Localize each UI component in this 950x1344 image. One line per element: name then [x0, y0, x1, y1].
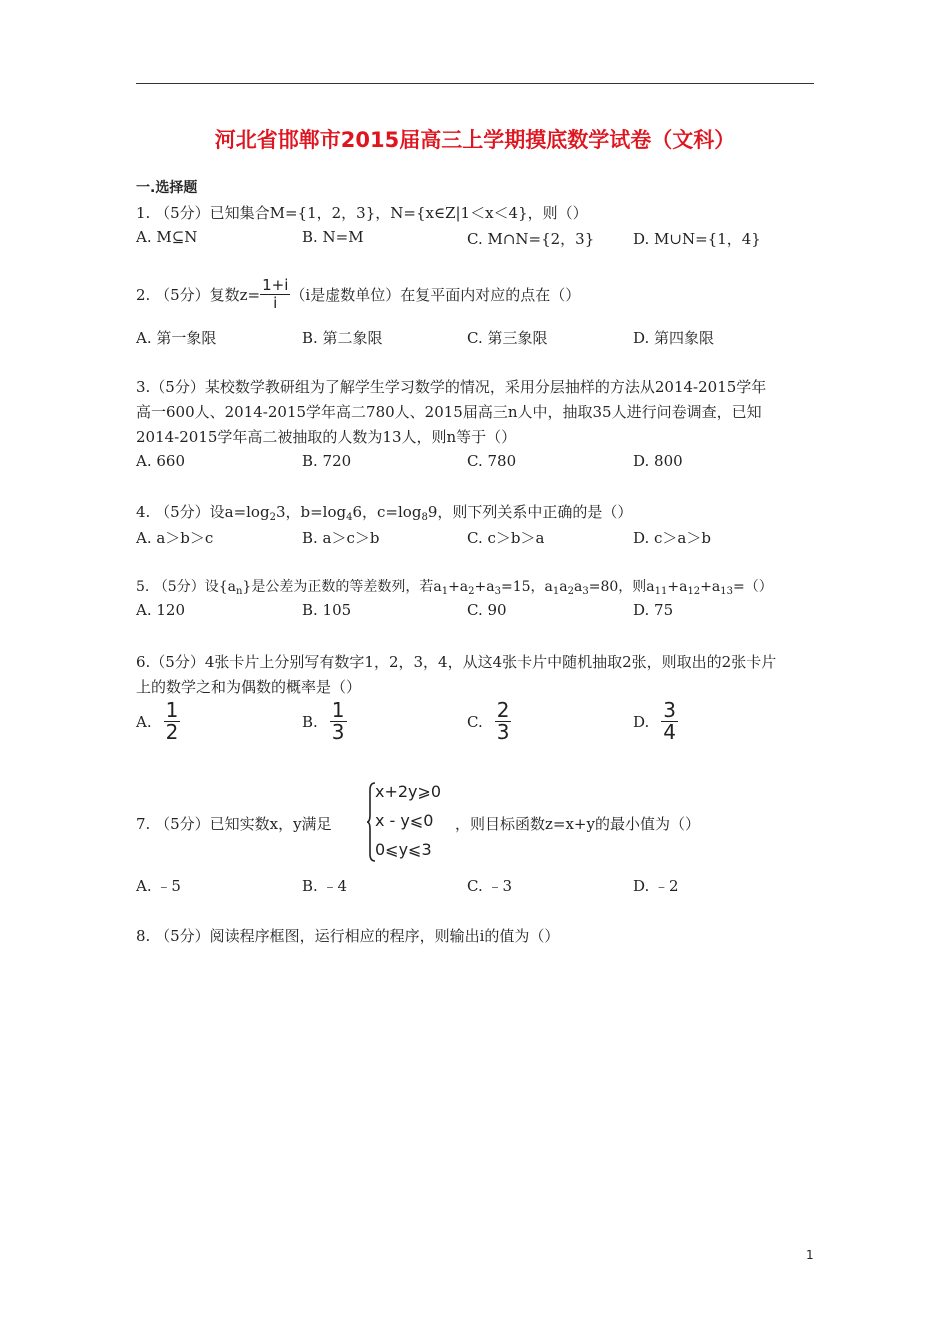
q6-d-denominator: 4: [663, 720, 676, 744]
q1-option-d: D. M∪N={1，4}: [633, 230, 761, 248]
q5-option-c: C. 90: [467, 601, 507, 619]
q2-option-d: D. 第四象限: [633, 329, 715, 347]
q6-option-d-fraction: [661, 700, 678, 743]
q6-option-b-label: B.: [302, 712, 318, 731]
q4-sub-2: 4: [346, 512, 353, 523]
q2-prefix: 2. （5分）复数z=: [136, 286, 261, 304]
q5-sub-7: 3: [582, 586, 589, 597]
q5-sub-8: 11: [654, 586, 668, 597]
q5-sub-5: 1: [552, 586, 560, 597]
q5-option-d: D. 75: [633, 601, 674, 619]
q7-option-d: D. ﹣2: [633, 877, 679, 895]
q5-sub-6: 2: [567, 586, 574, 597]
q7-option-c: C. ﹣3: [467, 877, 513, 895]
q3-option-a: A. 660: [136, 452, 185, 470]
q5-text-5: =15，a: [500, 579, 553, 595]
q1-option-b: B. N=M: [302, 228, 364, 246]
q5-text-11: =（）: [732, 579, 773, 595]
q5-text-4: +a: [474, 579, 495, 595]
q4-option-d: D. c＞a＞b: [633, 529, 711, 547]
q5-text-3: +a: [448, 579, 469, 595]
q6-option-d-label: D.: [633, 712, 650, 731]
q6-option-a-label: A.: [136, 712, 152, 731]
q6-option-b-fraction: [330, 700, 347, 743]
section-heading: 一.选择题: [136, 180, 198, 196]
q2-frac-numerator: 1+i: [262, 276, 289, 294]
q6-option-b: [302, 700, 347, 743]
q5-sub-2: 1: [441, 586, 449, 597]
q7-option-a: A. ﹣5: [136, 877, 181, 895]
question-7-prefix: 7. （5分）已知实数x，y满足: [136, 815, 332, 833]
q5-text-1: 5. （5分）设{a: [136, 579, 236, 595]
question-2-stem: [136, 277, 580, 312]
q1-option-a: A. M⊆N: [136, 228, 198, 246]
question-1-stem: 1. （5分）已知集合M={1，2，3}，N={x∈Z|1＜x＜4}，则（）: [136, 204, 588, 222]
q4-text-4: 9，则下列关系中正确的是（）: [427, 503, 633, 521]
q4-text-3: 6，c=log: [352, 503, 422, 521]
q5-option-a: A. 120: [136, 601, 185, 619]
q7-option-b: B. ﹣4: [302, 877, 348, 895]
q5-text-7: a: [573, 579, 583, 595]
q4-sub-3: 8: [421, 512, 428, 523]
q5-sub-10: 13: [720, 586, 733, 597]
question-3-line-1: 3.（5分）某校数学教研组为了解学生学习数学的情况，采用分层抽样的方法从2014-2015学年: [136, 378, 767, 396]
q5-text-6: a: [559, 579, 568, 595]
q5-text-10: +a: [700, 579, 721, 595]
q2-frac-denominator: i: [273, 294, 278, 312]
question-4-stem: [136, 501, 632, 523]
q5-option-b: B. 105: [302, 601, 352, 619]
q2-option-a: A. 第一象限: [136, 329, 217, 347]
q6-option-c: [467, 700, 511, 743]
q5-sub-4: 3: [494, 586, 501, 597]
question-7-suffix: ，则目标函数z=x+y的最小值为（）: [455, 815, 700, 833]
system-inequality-1: x+2y⩾0: [375, 782, 442, 801]
page-title: 河北省邯郸市2015届高三上学期摸底数学试卷（文科）: [214, 128, 736, 152]
question-3-line-2: 高一600人、2014-2015学年高二780人、2015届高三n人中，抽取35人进行问卷调查，已知: [136, 403, 762, 421]
header-rule: [136, 83, 814, 84]
q6-option-a: [136, 700, 180, 743]
q6-a-numerator: 1: [165, 698, 179, 722]
q4-option-b: B. a＞c＞b: [302, 529, 380, 547]
q6-c-numerator: 2: [496, 698, 510, 722]
system-inequality-3: 0⩽y⩽3: [375, 840, 432, 859]
q4-option-c: C. c＞b＞a: [467, 529, 545, 547]
q2-suffix: （i是虚数单位）在复平面内对应的点在（）: [290, 286, 581, 304]
q5-sub-3: 2: [468, 586, 475, 597]
q4-option-a: A. a＞b＞c: [136, 529, 214, 547]
question-8-stem: 8. （5分）阅读程序框图，运行相应的程序，则输出i的值为（）: [136, 927, 560, 945]
question-3-line-3: 2014-2015学年高二被抽取的人数为13人，则n等于（）: [136, 428, 517, 446]
q2-fraction: [260, 277, 290, 312]
q6-option-c-label: C.: [467, 712, 483, 731]
q6-option-c-fraction: [495, 700, 512, 743]
q6-option-a-fraction: [164, 700, 181, 743]
q3-option-d: D. 800: [633, 452, 683, 470]
q4-text-1: 4. （5分）设a=log: [136, 503, 270, 521]
q6-d-numerator: 3: [663, 698, 676, 722]
q3-option-b: B. 720: [302, 452, 352, 470]
q4-text-2: 3，b=log: [275, 503, 347, 521]
q3-option-c: C. 780: [467, 452, 517, 470]
q5-sub-9: 12: [687, 586, 701, 597]
page-number: 1: [806, 1248, 814, 1262]
q6-b-denominator: 3: [331, 720, 345, 744]
q5-text-8: =80，则a: [588, 579, 655, 595]
q5-sub-1: n: [235, 586, 243, 597]
q2-option-c: C. 第三象限: [467, 329, 548, 347]
q5-text-2: }是公差为正数的等差数列，若a: [242, 579, 442, 595]
q6-c-denominator: 3: [496, 720, 510, 744]
q5-text-9: +a: [667, 579, 688, 595]
q2-option-b: B. 第二象限: [302, 329, 383, 347]
q6-b-numerator: 1: [331, 698, 345, 722]
question-5-stem: [136, 576, 773, 597]
q6-a-denominator: 2: [165, 720, 179, 744]
system-inequality-2: x - y⩽0: [375, 811, 434, 830]
question-6-line-1: 6.（5分）4张卡片上分别写有数字1，2，3，4，从这4张卡片中随机抽取2张，则取出的2张卡片: [136, 653, 777, 671]
q6-option-d: [633, 700, 678, 743]
q1-option-c: C. M∩N={2，3}: [467, 230, 595, 248]
q4-sub-1: 2: [269, 512, 276, 523]
question-6-line-2: 上的数学之和为偶数的概率是（）: [136, 678, 362, 696]
